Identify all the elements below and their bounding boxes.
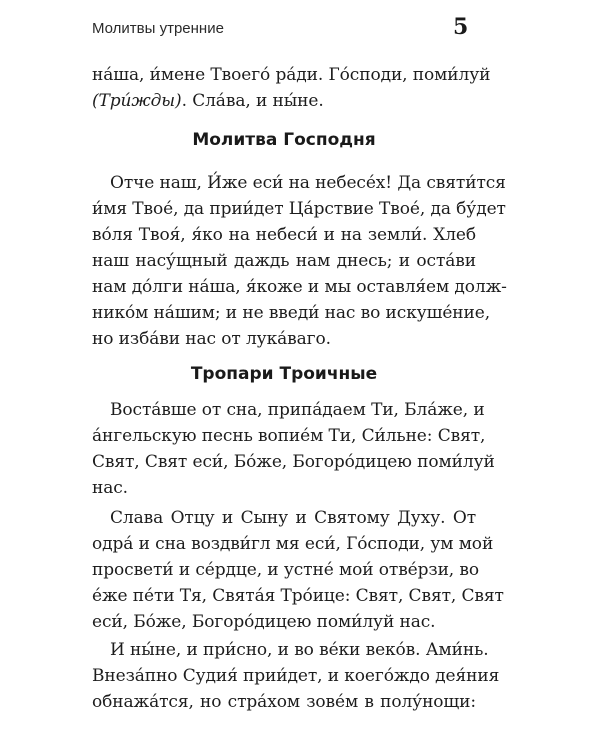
text-line: на́ша, и́мене Твоего́ ра́ди. Го́споди, поми́луй xyxy=(92,65,491,85)
troparion-paragraph-1 xyxy=(92,397,495,501)
text-line: Слава Отцу и Сыну и Святому Духу. От xyxy=(110,508,476,528)
rubric-thrice: (Три́жды) xyxy=(92,91,182,111)
text-line: Отче наш, И́же еси́ на небесе́х! Да святи́тся xyxy=(110,173,506,193)
text-line: нас. xyxy=(92,478,128,498)
text-line: наш насу́щный даждь нам днесь; и оста́ви xyxy=(92,251,476,271)
text-line: но изба́ви нас от лука́ваго. xyxy=(92,329,331,349)
text-line: обнажа́тся, но стра́хом зове́м в полу́нощи: xyxy=(92,692,476,712)
troparion-paragraph-3 xyxy=(92,637,500,715)
text-line: Воста́вше от сна, припа́даем Ти, Бла́же, и xyxy=(110,400,485,420)
text-line: а́нгельскую песнь вопие́м Ти, Си́льне: Свят, xyxy=(92,426,486,446)
page-number: 5 xyxy=(453,14,469,40)
text-line xyxy=(92,88,476,114)
text-line: Внеза́пно Судия́ прии́дет, и коего́ждо дея́ния xyxy=(92,666,500,686)
text-line: еси́, Бо́же, Богоро́дицею поми́луй нас. xyxy=(92,612,436,632)
text-fragment: . Сла́ва, и ны́не. xyxy=(181,91,324,111)
text-line: просвети́ и се́рдце, и устне́ мои́ отве́рзи, во xyxy=(92,560,480,580)
text-line: одра́ и сна воздви́гл мя еси́, Го́споди, ум мой xyxy=(92,534,494,554)
section-title-troparia: Тропари Троичные xyxy=(190,364,378,384)
text-line: е́же пе́ти Тя, Свята́я Тро́ице: Свят, Свят, Свят xyxy=(92,586,504,606)
troparion-paragraph-2 xyxy=(92,505,504,635)
intro-paragraph xyxy=(92,62,491,114)
text-line: нам до́лги на́ша, я́коже и мы оставля́ем долж- xyxy=(92,277,507,297)
text-line: и́мя Твое́, да прии́дет Ца́рствие Твое́, да бу́дет xyxy=(92,199,506,219)
text-line: нико́м на́шим; и не введи́ нас во искуше́ние, xyxy=(92,303,491,323)
lords-prayer-paragraph xyxy=(92,170,507,352)
text-line: И ны́не, и при́сно, и во ве́ки веко́в. Ами́нь. xyxy=(110,640,489,660)
section-title-lords-prayer: Молитва Господня xyxy=(192,130,376,150)
text-line: Свят, Свят еси́, Бо́же, Богоро́дицею поми́луй xyxy=(92,452,495,472)
text-line: во́ля Твоя́, я́ко на небеси́ и на земли́. Хлеб xyxy=(92,225,476,245)
running-title: Молитвы утренние xyxy=(92,20,224,37)
